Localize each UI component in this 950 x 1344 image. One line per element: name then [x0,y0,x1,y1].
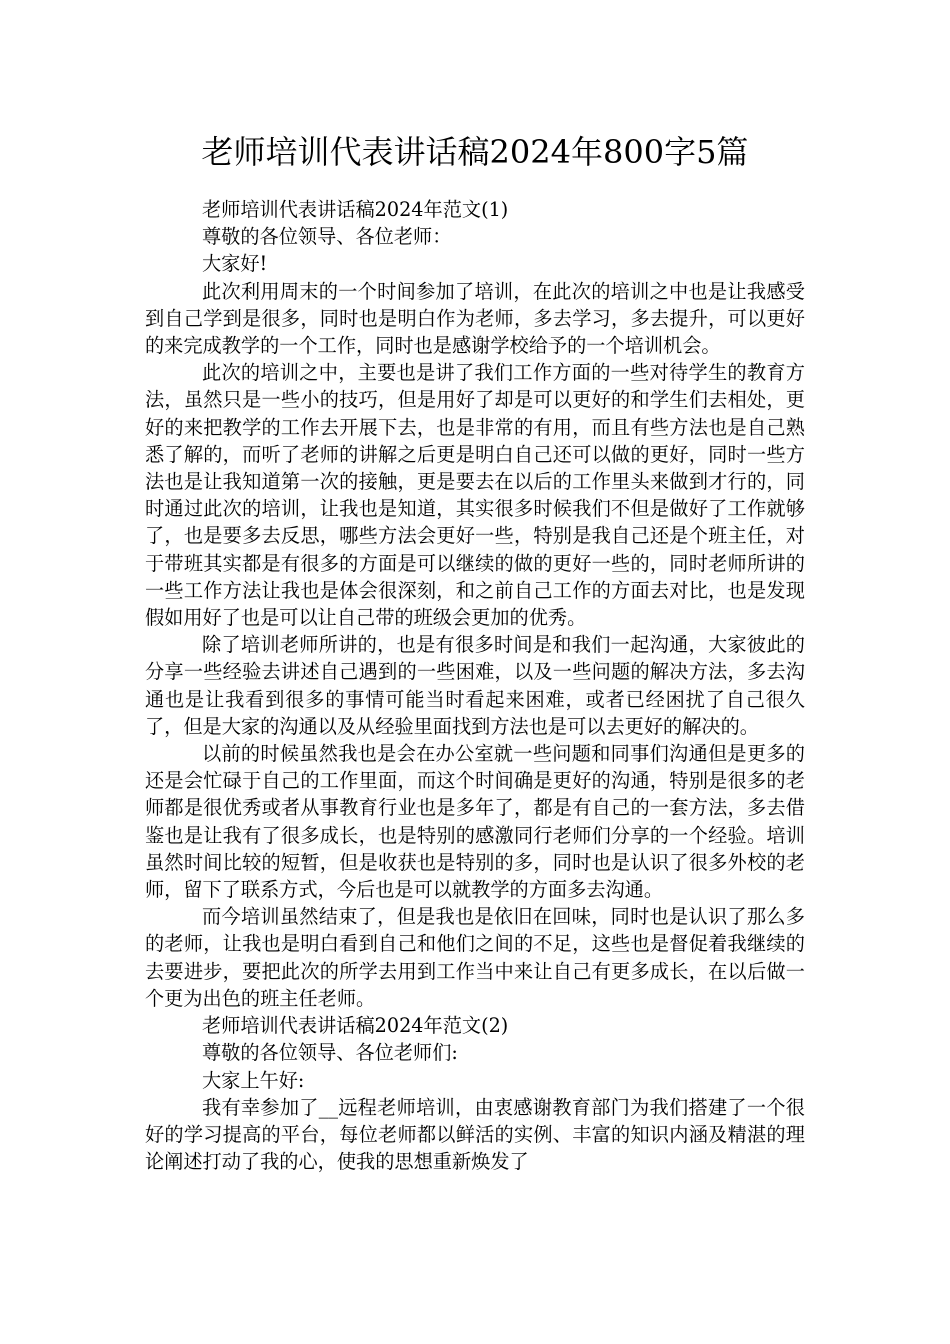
document-body [145,196,805,1175]
paragraph: 我有幸参加了__远程老师培训，由衷感谢教育部门为我们搭建了一个很好的学习提高的平台，每位老师都以鲜活的实例、丰富的知识内涵及精湛的理论阐述打动了我的心，使我的思想重新焕发了 [145,1095,805,1174]
paragraph: 此次利用周末的一个时间参加了培训，在此次的培训之中也是让我感受到自己学到是很多，同时也是明白作为老师，多去学习，多去提升，可以更好的来完成教学的一个工作，同时也是感谢学校给予的一个培训机会。 [145,279,805,358]
section-heading-1: 老师培训代表讲话稿2024年范文(1) [202,198,509,221]
paragraph: 而今培训虽然结束了，但是我也是依旧在回味，同时也是认识了那么多的老师，让我也是明白看到自己和他们之间的不足，这些也是督促着我继续的去要进步，要把此次的所学去用到工作当中来让自己有更多成长，在以后做一个更为出色的班主任老师。 [145,905,805,1010]
section-heading-2: 老师培训代表讲话稿2024年范文(2) [202,1014,509,1038]
greeting-1: 大家好! [202,252,268,276]
paragraph: 此次的培训之中，主要也是讲了我们工作方面的一些对待学生的教育方法，虽然只是一些小的技巧，但是用好了却是可以更好的和学生们去相处，更好的来把教学的工作去开展下去，也是非常的有用，而且有些方法也是自己熟悉了解的，而听了老师的讲解之后更是明白自己还可以做的更好，同时一些方法也是让我知道第一次的接触，更是要去在以后的工作里头来做到才行的，同时通过此次的培训，让我也是知道，其实很多时候我们不但是做好了工作就够了，也是要多去反思，哪些方法会更好一些，特别是我自己还是个班主任，对于带班其实都是有很多的方面是可以继续的做的更好一些的，同时老师所讲的一些工作方法让我也是体会很深刻，和之前自己工作的方面去对比，也是发现假如用好了也是可以让自己带的班级会更加的优秀。 [145,361,805,630]
paragraph: 以前的时候虽然我也是会在办公室就一些问题和同事们沟通但是更多的还是会忙碌于自己的工作里面，而这个时间确是更好的沟通，特别是很多的老师都是很优秀或者从事教育行业也是多年了，都是有自己的一套方法，多去借鉴也是让我有了很多成长，也是特别的感激同行老师们分享的一个经验。培训虽然时间比较的短暂，但是收获也是特别的多，同时也是认识了很多外校的老师，留下了联系方式，今后也是可以就教学的方面多去沟通。 [145,742,805,902]
paragraph: 除了培训老师所讲的，也是有很多时间是和我们一起沟通，大家彼此的分享一些经验去讲述自己遇到的一些困难，以及一些问题的解决方法，多去沟通也是让我看到很多的事情可能当时看起来困难，或者已经困扰了自己很久了，但是大家的沟通以及从经验里面找到方法也是可以去更好的解决的。 [145,633,805,738]
document-title: 老师培训代表讲话稿2024年800字5篇 [201,133,749,171]
greeting-2: 大家上午好: [202,1068,305,1092]
salutation-2: 尊敬的各位领导、各位老师们: [202,1041,458,1065]
salutation-1: 尊敬的各位领导、各位老师： [202,225,452,249]
